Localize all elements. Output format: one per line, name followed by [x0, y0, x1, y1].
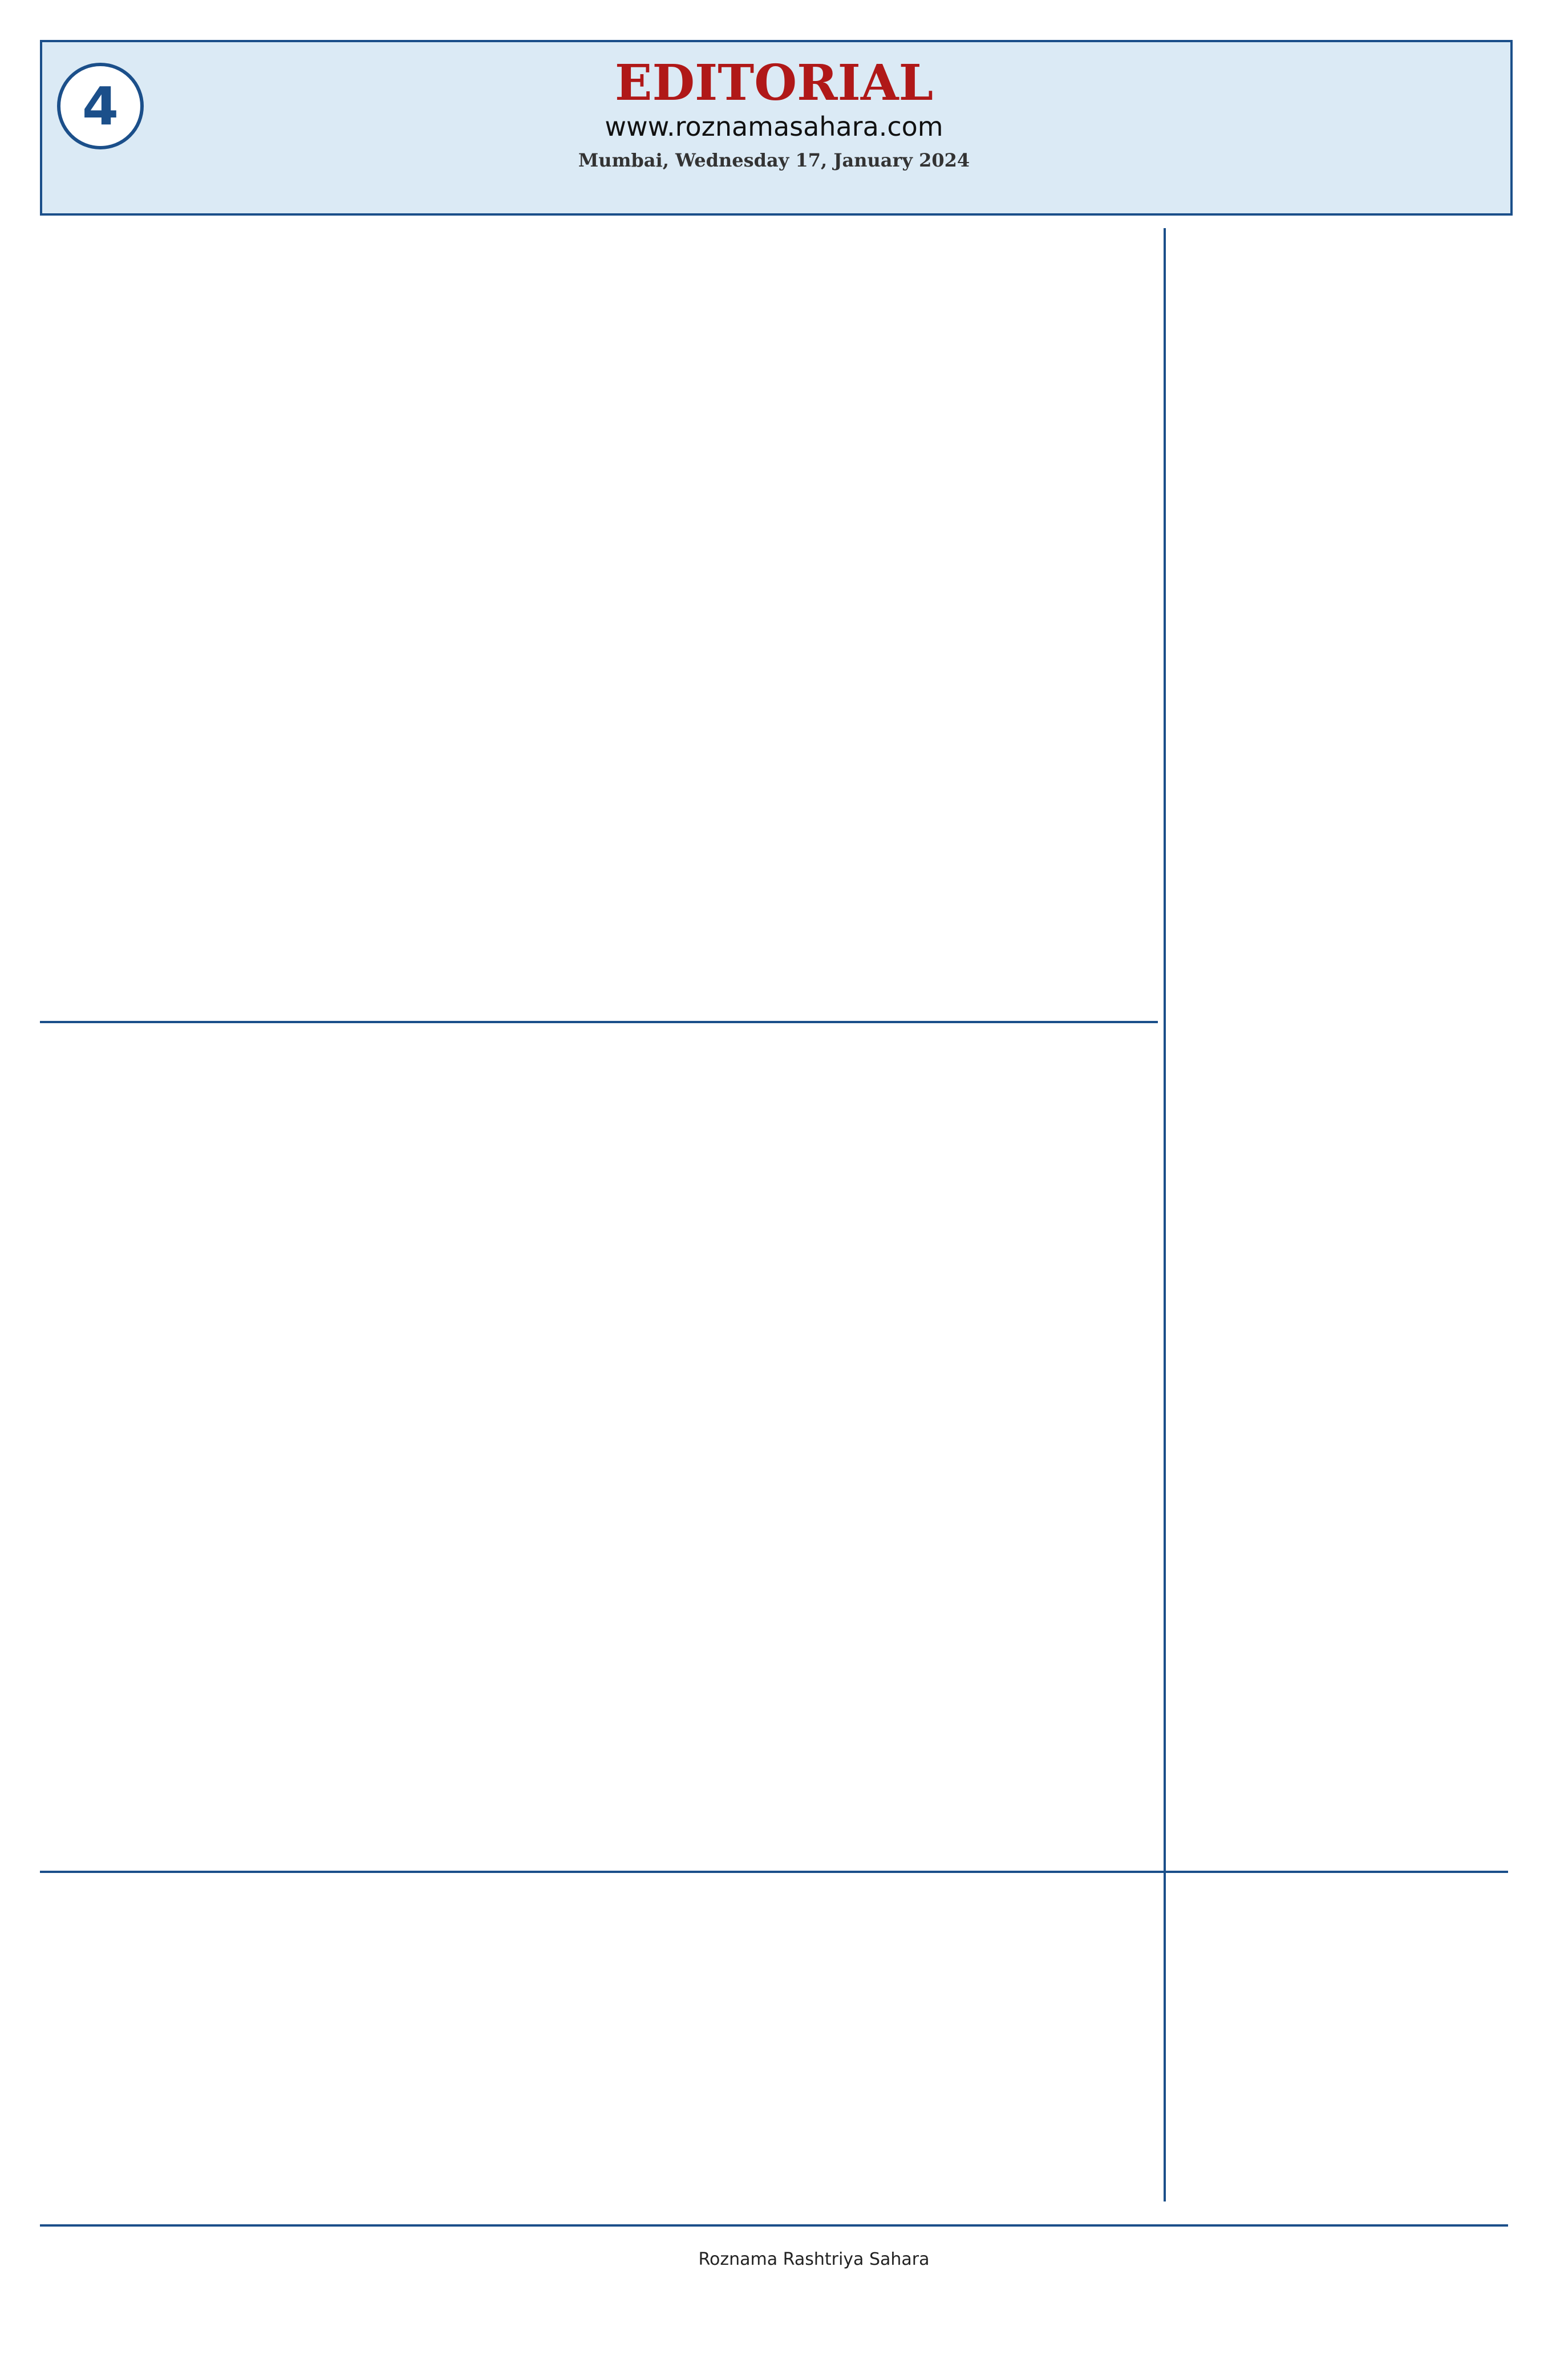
publisher-name: Roznama Rashtriya Sahara — [698, 2249, 930, 2269]
section-divider — [40, 1871, 1508, 1873]
dateline: Mumbai, Wednesday 17, January 2024 — [578, 149, 970, 171]
page-number: 4 — [57, 63, 144, 149]
website-url[interactable]: www.roznamasahara.com — [605, 111, 943, 142]
footer-band — [40, 2224, 1508, 2341]
section-divider — [40, 1021, 1158, 1023]
column-divider — [1164, 228, 1166, 2201]
section-label: EDITORIAL — [614, 54, 934, 112]
